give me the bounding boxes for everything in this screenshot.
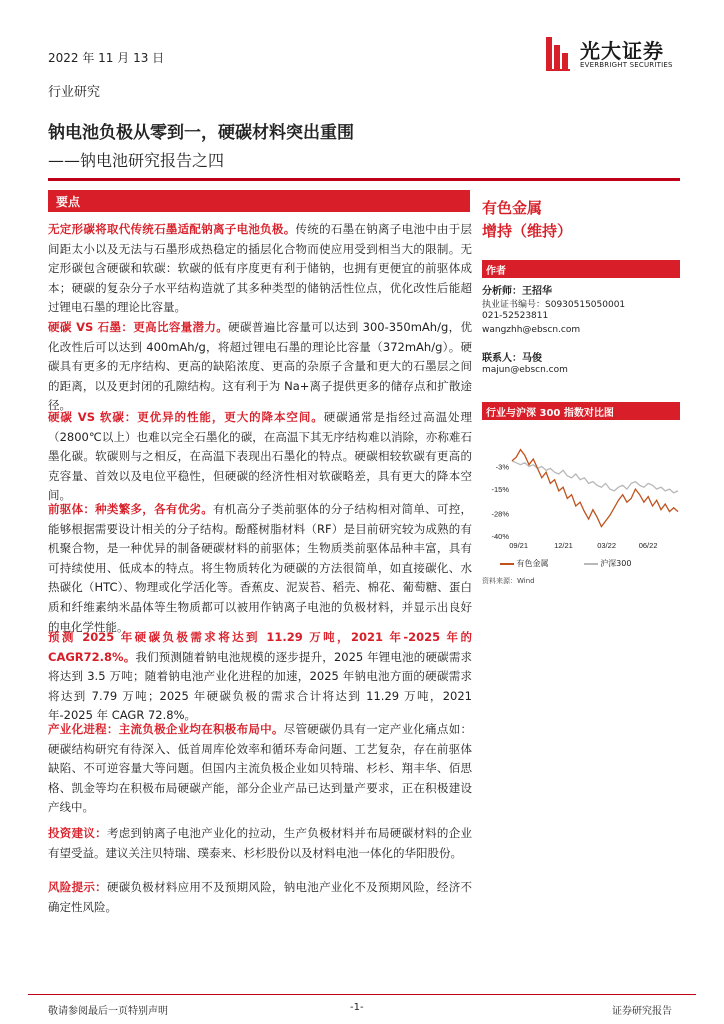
- key-point-paragraph: [48, 628, 472, 726]
- x-tick-label: 06/22: [638, 541, 658, 550]
- key-point-body: 硬碳普遍比容量可以达到 300-350mAh/g，优化改性后可以达到 400mAh/g，将超过锂电石墨的理论比容量（372mAh/g）。硬碳具有更多的无序结构、更高的缺陷浓度、更高的杂原子含量和更大的石墨层之间的距离，以及更封闭的孔隙结构。这有利于为 Na+离子提供更多的储存点和扩散途径。: [48, 320, 472, 413]
- brand-name-en: EVERBRIGHT SECURITIES: [580, 61, 673, 69]
- analyst-email[interactable]: wangzhh@ebscn.com: [482, 325, 581, 335]
- key-point-paragraph: [48, 318, 472, 416]
- report-title: 钠电池负极从零到一，硬碳材料突出重围: [48, 123, 354, 143]
- author-header: [482, 260, 680, 278]
- author-heading: 作者: [486, 266, 506, 277]
- key-point-highlight: 风险提示：: [48, 880, 107, 894]
- x-tick-label: 12/21: [554, 541, 573, 550]
- report-category: 行业研究: [48, 85, 101, 100]
- y-tick-label: -28%: [491, 509, 509, 519]
- series-line-sector: [512, 450, 678, 527]
- chart-header: [482, 402, 680, 420]
- key-point-body: 我们预测随着钠电池规模的逐步提升，2025 年锂电池的硬碳需求将达到 3.5 万吨；随着钠电池产业化进程的加速，2025 年钠电池方面的硬碳需求将达到 7.79 万吨；2025 年硬碳负极的需求合计将达到 11.29 万吨，2021 年-2025 年 CAGR 72.8%。: [48, 649, 473, 723]
- x-tick-label: 03/22: [597, 541, 617, 550]
- key-point-paragraph: [48, 500, 472, 637]
- chart-heading: 行业与沪深 300 指数对比图: [486, 408, 614, 419]
- key-point-body: 传统的石墨在钠离子电池中由于层间距太小以及无法与石墨形成热稳定的插层化合物而使应用受到相当大的限制。无定形碳包含硬碳和软碳：软碳的低有序度更有利于储钠，也拥有更便宜的前驱体成本；硬碳的复杂分子水平结构造就了其多种类型的储钠活性位点，优化改性后能超过锂电石墨的理论比容量。: [48, 222, 472, 315]
- analyst-license: 执业证书编号：S0930515050001: [482, 300, 626, 310]
- key-point-paragraph: [48, 824, 472, 863]
- legend-swatch-hs300: [584, 563, 598, 565]
- legend-label-sector: 有色金属: [516, 559, 549, 568]
- key-point-body: 尽管硬碳仍具有一定产业化痛点如：硬碳结构研究有待深入、低首周库伦效率和循环寿命问题、工艺复杂，存在前驱体缺陷、不可逆容量大等问题。但国内主流负极企业如贝特瑞、杉杉、翔丰华、佰思格、凯金等均在积极布局硬碳产能，部分企业产品已达到量产要求，正在积极建设产线中。: [48, 722, 473, 815]
- key-point-highlight: 预测 2025 年硬碳负极需求将达到 11.29 万吨，2021 年-2025 年的 CAGR72.8%。: [48, 630, 472, 664]
- key-point-highlight: 前驱体：种类繁多，各有优劣。: [48, 502, 213, 516]
- report-date: 2022 年 11 月 13 日: [48, 51, 165, 65]
- key-point-highlight: 无定形碳将取代传统石墨适配钠离子电池负极。: [48, 222, 296, 236]
- key-points-heading: 要点: [56, 195, 81, 209]
- sector-label: 有色金属: [482, 199, 543, 217]
- index-comparison-chart: [482, 440, 682, 555]
- key-point-body: 硬碳负极材料应用不及预期风险，钠电池产业化不及预期风险，经济不确定性风险。: [48, 880, 473, 914]
- footer-disclaimer[interactable]: 敬请参阅最后一页特别声明: [48, 1006, 168, 1017]
- rating-label: 增持（维持）: [482, 222, 573, 240]
- everbright-logo-icon: [544, 33, 572, 73]
- key-point-highlight: 产业化进程：主流负极企业均在积极布局中。: [48, 722, 284, 736]
- key-point-highlight: 硬碳 VS 石墨：更高比容量潜力。: [48, 320, 229, 334]
- chart-legend: [500, 558, 631, 569]
- key-point-highlight: 硬碳 VS 软碳：更优异的性能，更大的降本空间。: [48, 410, 324, 424]
- chart-source: 资料来源：Wind: [482, 577, 535, 585]
- footer-divider: [28, 994, 696, 995]
- y-tick-label: -15%: [491, 485, 509, 495]
- x-tick-label: 09/21: [509, 541, 529, 550]
- y-tick-label: -40%: [491, 532, 509, 541]
- y-tick-label: -3%: [495, 462, 509, 472]
- key-point-body: 硬碳通常是指经过高温处理（2800℃以上）也难以完全石墨化的碳，在高温下其无序结构难以消除，亦称难石墨化碳。软碳则与之相反，在高温下表现出石墨化的特点。硬碳相较软碳有更高的克容量、首效以及电位平稳性，但硬碳的经济性相对软碳略差，具有更大的降本空间。: [48, 410, 473, 503]
- legend-swatch-sector: [500, 563, 514, 565]
- footer-report-type: 证券研究报告: [612, 1006, 672, 1017]
- report-subtitle: ——钠电池研究报告之四: [48, 151, 225, 170]
- contact-email[interactable]: majun@ebscn.com: [482, 365, 568, 375]
- key-points-header: [48, 190, 470, 212]
- key-point-body: 考虑到钠离子电池产业化的拉动，生产负极材料并布局硬碳材料的企业有望受益。建议关注贝特瑞、璞泰来、杉杉股份以及材料电池一体化的华阳股份。: [48, 826, 473, 860]
- key-point-paragraph: [48, 220, 472, 318]
- key-point-paragraph: [48, 878, 472, 917]
- brand-logo: [544, 33, 684, 77]
- brand-name-cn: 光大证券: [580, 39, 664, 63]
- analyst-name: 分析师：王招华: [482, 286, 552, 297]
- key-point-body: 有机高分子类前驱体的分子结构相对简单、可控，能够根据需要设计相关的分子结构。酚醛树脂材料（RF）是目前研究较为成熟的有机聚合物，是一种优异的制备硬碳材料的前驱体；生物质类前驱体品种丰富，具有可持续使用、低成本的特点。将生物质转化为硬碳的方法很简单，如直接碳化、水热碳化（HTC）、物理或化学活化等。香蕉皮、泥炭苔、稻壳、棉花、葡萄糖、蛋白质和纤维素纳米晶体等生物质都可以被用作钠离子电池的负极材料，并显示出良好的电化学性能。: [48, 502, 472, 634]
- header-divider: [48, 178, 680, 181]
- key-point-paragraph: [48, 408, 472, 506]
- page-number: -1-: [350, 1002, 364, 1013]
- key-point-highlight: 投资建议：: [48, 826, 107, 840]
- legend-label-hs300: 沪深300: [600, 559, 632, 568]
- key-point-paragraph: [48, 720, 472, 818]
- contact-name: 联系人：马俊: [482, 353, 542, 364]
- analyst-phone: 021-52523811: [482, 311, 549, 321]
